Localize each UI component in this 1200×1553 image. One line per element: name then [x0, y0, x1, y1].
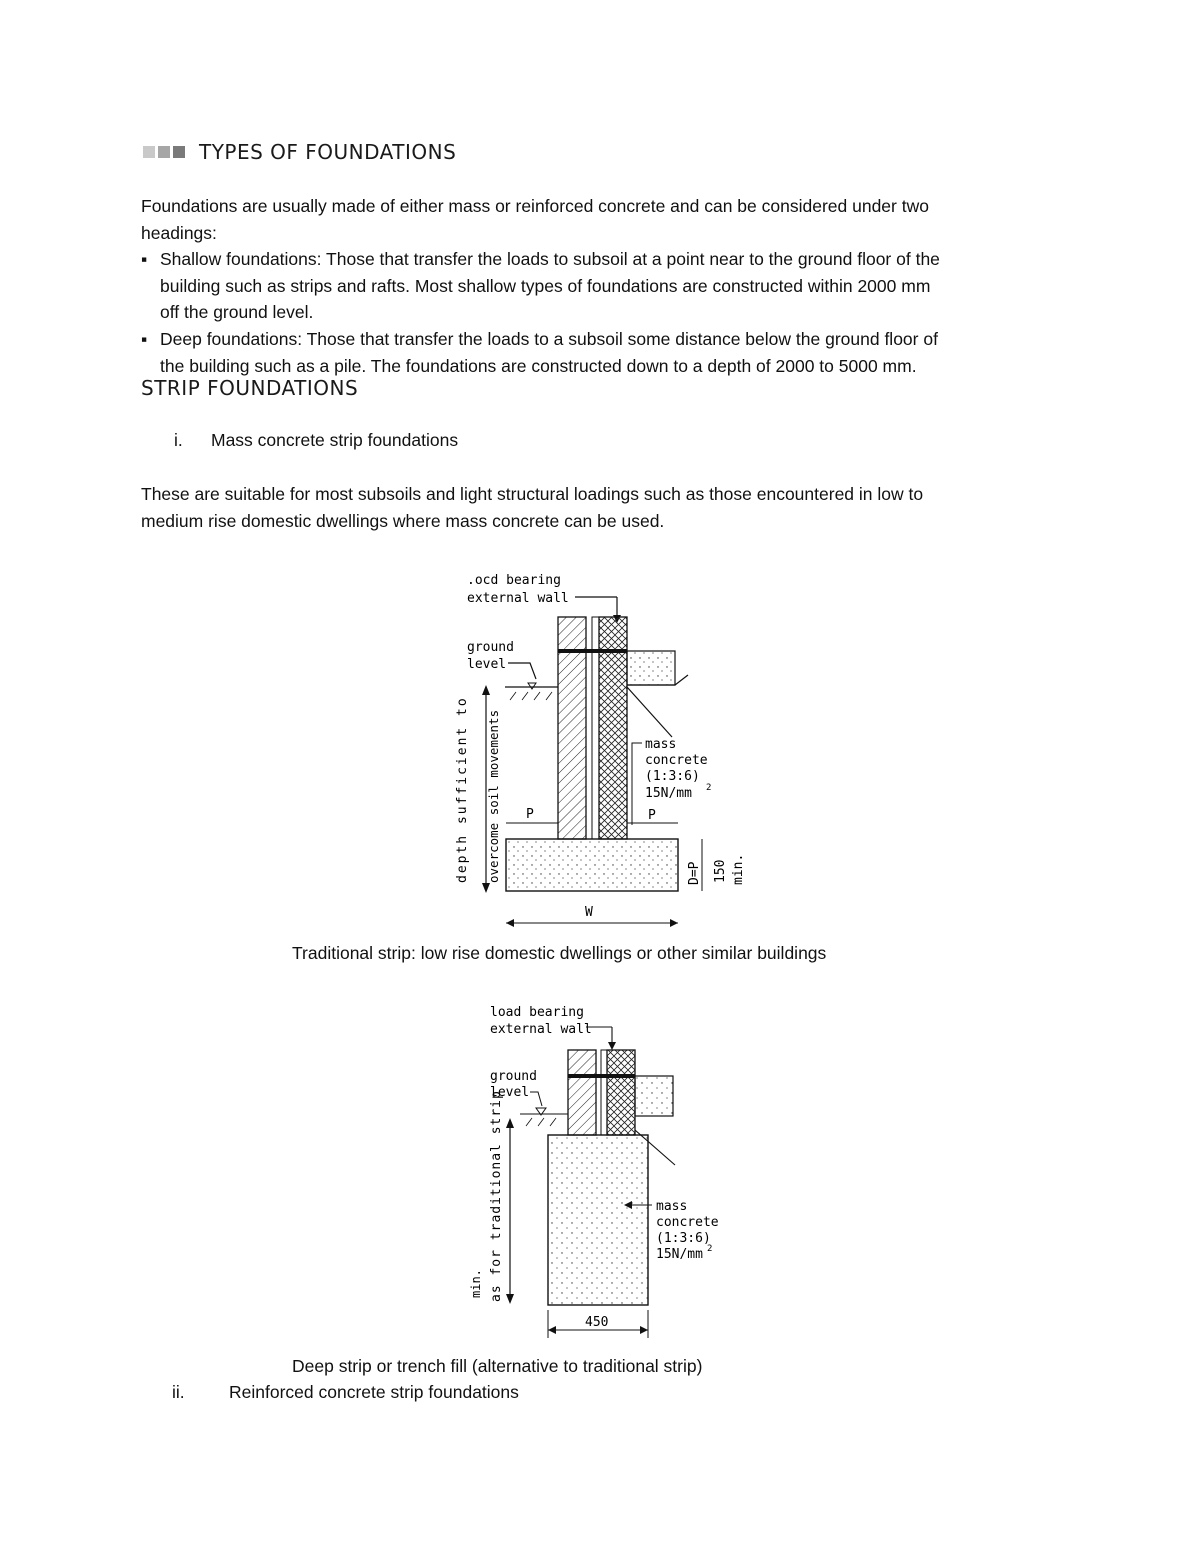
arrow-right-icon — [640, 1326, 648, 1334]
bullet-line: the building such as a pile. The foundations are constructed down to a depth of 2000 to 5000 mm. — [160, 355, 917, 376]
intro-line: Foundations are usually made of either mass or reinforced concrete and can be considered under two — [141, 196, 929, 216]
label-strength: 15N/mm — [656, 1247, 703, 1262]
arrow-up-icon — [506, 1118, 514, 1128]
label-depth-sufficient: depth sufficient to — [455, 696, 470, 883]
decorative-square-icon — [143, 146, 155, 158]
label-mass: mass — [656, 1199, 688, 1214]
label-external-wall: external wall — [490, 1022, 592, 1037]
figure-traditional-strip-diagram — [440, 565, 760, 935]
bullet-line: off the ground level. — [160, 302, 314, 322]
inner-wall-leaf — [607, 1050, 635, 1135]
heading-types-of-foundations — [143, 140, 456, 164]
label-w: W — [585, 905, 593, 920]
wall-cavity — [601, 1050, 607, 1135]
figure-caption-traditional-strip: Traditional strip: low rise domestic dwellings or other similar buildings — [292, 943, 827, 963]
label-ground: ground — [467, 640, 514, 655]
arrow-down-icon — [482, 883, 490, 893]
soil-hatch — [526, 1118, 556, 1126]
label-min: min. — [731, 853, 746, 885]
floor-slab — [635, 1076, 673, 1116]
leader-line — [508, 663, 536, 679]
floor-slab — [627, 651, 675, 685]
arrow-head-icon — [608, 1042, 616, 1050]
heading-text: TYPES OF FOUNDATIONS — [199, 140, 457, 164]
body-line: These are suitable for most subsoils and light structural loadings such as those encountered in low to — [141, 484, 924, 504]
list-numeral-ii: ii. — [172, 1382, 185, 1402]
intro-paragraph — [141, 193, 1071, 246]
label-mass: mass — [645, 737, 677, 752]
label-min: min. — [469, 1269, 483, 1298]
arrow-up-icon — [482, 685, 490, 695]
label-superscript: 2 — [706, 783, 712, 793]
bullet-line: Deep foundations: Those that transfer the loads to a subsoil some distance below the ground floor of — [160, 329, 938, 349]
label-load-bearing: .ocd bearing — [467, 573, 561, 588]
label-load-bearing: load bearing — [490, 1005, 584, 1020]
label-150: 150 — [713, 859, 728, 883]
bullet-shallow-foundations — [141, 246, 1071, 326]
bullet-line: Shallow foundations: Those that transfer the loads to subsoil at a point near to the ground floor of the — [160, 249, 940, 269]
body-paragraph — [141, 481, 1071, 534]
arrow-right-icon — [670, 919, 678, 927]
label-level: level — [490, 1085, 530, 1100]
label-level: level — [467, 657, 507, 672]
label-450: 450 — [585, 1315, 609, 1330]
label-p-left: P — [526, 807, 534, 822]
leader-line — [632, 743, 642, 825]
concrete-strip-footing — [506, 839, 678, 891]
figure-caption-trench-fill: Deep strip or trench fill (alternative to traditional strip) — [292, 1356, 703, 1376]
label-concrete: concrete — [656, 1215, 719, 1230]
label-external-wall: external wall — [467, 591, 569, 606]
list-item-mass-concrete: Mass concrete strip foundations — [211, 430, 459, 450]
body-line: medium rise domestic dwellings where mass concrete can be used. — [141, 510, 665, 531]
intro-line: headings: — [141, 222, 217, 243]
label-mix-ratio: (1:3:6) — [645, 769, 700, 784]
bullet-deep-foundations — [141, 326, 1071, 379]
bullet-square-icon: ▪ — [141, 249, 148, 269]
label-superscript: 2 — [707, 1244, 713, 1254]
label-strength: 15N/mm — [645, 786, 692, 801]
trench-fill-concrete — [548, 1135, 648, 1305]
label-concrete: concrete — [645, 753, 708, 768]
label-overcome-soil: overcome soil movements — [486, 709, 501, 883]
arrow-left-icon — [548, 1326, 556, 1334]
ground-level-marker-icon — [528, 683, 536, 689]
list-numeral-i: i. — [174, 430, 183, 450]
heading-strip-foundations: STRIP FOUNDATIONS — [141, 376, 359, 400]
arrow-left-icon — [506, 919, 514, 927]
list-item-reinforced-concrete: Reinforced concrete strip foundations — [229, 1382, 519, 1402]
figure-trench-fill-diagram — [460, 1000, 730, 1345]
label-d-equals-p: D=P — [687, 861, 702, 885]
decorative-square-icon — [173, 146, 185, 158]
fill-slope-line — [627, 687, 672, 737]
leader-line — [530, 1092, 542, 1106]
outer-wall-leaf — [568, 1050, 596, 1135]
soil-hatch — [510, 692, 552, 700]
label-mix-ratio: (1:3:6) — [656, 1231, 711, 1246]
label-ground: ground — [490, 1069, 537, 1084]
bullet-line: building such as strips and rafts. Most shallow types of foundations are constructed within 2000 mm — [160, 275, 931, 296]
label-as-for-traditional: as for traditional strip — [489, 1090, 504, 1302]
arrow-down-icon — [506, 1294, 514, 1304]
bullet-square-icon: ▪ — [141, 329, 148, 349]
label-p-right: P — [648, 808, 656, 823]
decorative-square-icon — [158, 146, 170, 158]
